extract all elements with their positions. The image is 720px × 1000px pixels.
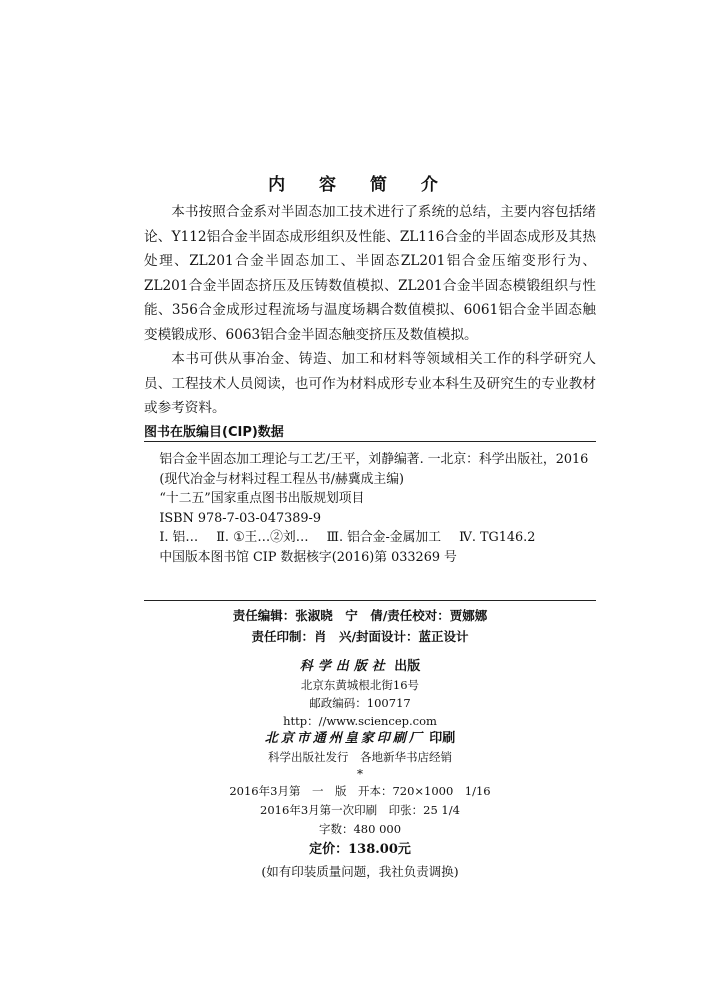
imprint-block xyxy=(0,658,720,883)
cip-class-1: Ⅰ. 铝… xyxy=(159,530,199,545)
cip-block xyxy=(144,450,596,567)
separator-star: * xyxy=(357,767,363,781)
cip-title: 图书在版编目(CIP)数据 xyxy=(144,425,284,440)
price: 定价：138.00元 xyxy=(309,842,411,857)
printer-line xyxy=(0,730,720,748)
summary-paragraph-content: 本书按照合金系对半固态加工技术进行了系统的总结，主要内容包括绪论、Y112铝合金半固态成形组织及性能、ZL116合金的半固态成形及其热处理、ZL201合金半固态加工、半固态ZL201铝合金压缩变形行为、ZL201合金半固态挤压及压铸数值模拟、ZL201合金半固态模锻组织与性能、356合金成形过程流场与温度场耦合数值模拟、6061铝合金半固态触变模锻成形、6063铝合金半固态触变挤压及数值模拟。 xyxy=(144,204,596,343)
publisher-address: 北京东黄城根北街16号 xyxy=(300,678,420,692)
editor-credits: 责任编辑：张淑晓 宁 倩/责任校对：贾娜娜 xyxy=(232,608,488,623)
cip-record-number: 中国版本图书馆 CIP 数据核字(2016)第 033269 号 xyxy=(159,549,457,565)
publisher-name: 科学出版社 xyxy=(299,659,390,674)
cip-bottom-divider xyxy=(144,600,596,601)
publisher-line xyxy=(0,658,720,676)
quality-notice: (如有印装质量问题，我社负责调换) xyxy=(261,864,459,879)
cip-class-3: Ⅲ. 铝合金-金属加工 xyxy=(326,530,441,545)
printer-action: 印刷 xyxy=(429,731,456,746)
cip-isbn: ISBN 978-7-03-047389-9 xyxy=(159,510,321,526)
publisher-postcode: 邮政编码：100717 xyxy=(309,696,411,710)
cip-classification xyxy=(144,528,596,548)
cip-entry: 铝合金半固态加工理论与工艺/王平，刘静编著. 一北京：科学出版社，2016 xyxy=(159,452,589,467)
cip-class-2: Ⅱ. ①王…②刘… xyxy=(216,530,309,545)
distribution-line: 科学出版社发行 各地新华书店经销 xyxy=(268,750,452,764)
summary-paragraph-audience: 本书可供从事冶金、铸造、加工和材料等领域相关工作的科学研究人员、工程技术人员阅读，也可作为材料成形专业本科生及研究生的专业教材或参考资料。 xyxy=(144,351,596,416)
cip-series: (现代冶金与材料过程工程丛书/赫冀成主编) xyxy=(159,471,404,487)
publisher-website: http：//www.sciencep.com xyxy=(283,714,437,728)
production-credits: 责任印制：肖 兴/封面设计：蓝正设计 xyxy=(251,629,469,644)
summary-text xyxy=(144,200,596,421)
edition-line: 2016年3月第 一 版 开本：720×1000 1/16 xyxy=(229,784,491,798)
printing-line: 2016年3月第一次印刷 印张：25 1/4 xyxy=(260,803,460,817)
summary-heading: 内 容 简 介 xyxy=(268,175,452,195)
cip-class-4: Ⅳ. TG146.2 xyxy=(459,530,536,545)
cip-project: “十二五”国家重点图书出版规划项目 xyxy=(159,491,365,506)
publisher-action: 出版 xyxy=(394,659,421,674)
word-count: 字数：480 000 xyxy=(318,822,402,836)
cip-top-divider xyxy=(144,441,596,442)
printer-name: 北京市通州皇家印刷厂 xyxy=(264,731,425,746)
